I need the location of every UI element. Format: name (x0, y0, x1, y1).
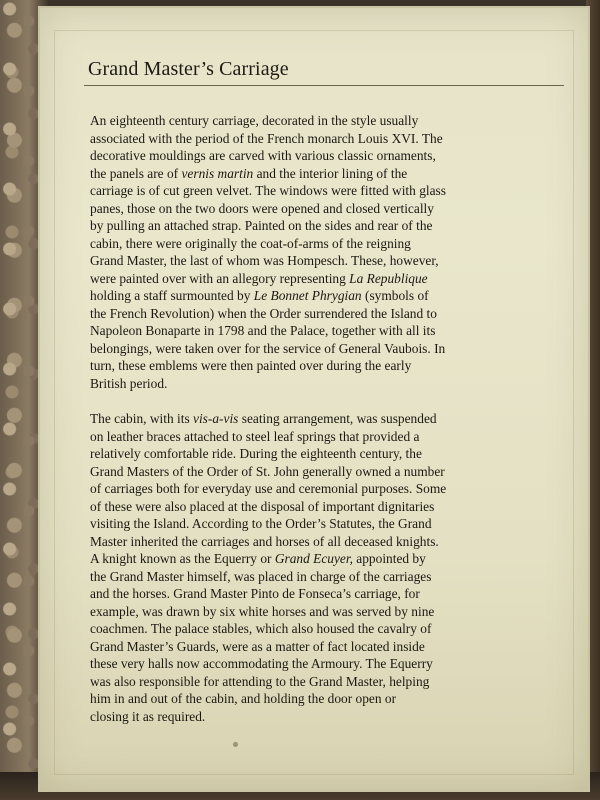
text-line (90, 515, 570, 533)
text-segment: An eighteenth century carriage, decorated in the style usually (90, 113, 419, 128)
text-line (90, 130, 570, 148)
text-line (90, 550, 570, 568)
text-line (90, 445, 570, 463)
text-segment: (symbols of (361, 288, 429, 303)
text-line (90, 270, 570, 288)
text-line (90, 603, 570, 621)
text-segment: panes, those on the two doors were opened and closed vertically (90, 200, 434, 216)
text-segment: visiting the Island. According to the Order’s Statutes, the Grand (90, 516, 432, 531)
paragraph (90, 112, 570, 392)
text-segment: Grand Master’s Guards, were as a matter of fact located inside (90, 638, 425, 654)
text-line (90, 428, 570, 446)
title-underline (84, 85, 564, 86)
text-line (90, 673, 570, 691)
text-line (90, 655, 570, 673)
text-segment: was also responsible for attending to the Grand Master, helping (90, 673, 430, 689)
text-segment: and the interior lining of the (253, 165, 408, 181)
text-segment: associated with the period of the French monarch Louis XVI. The (90, 130, 443, 146)
text-line (90, 708, 570, 726)
text-segment: holding a staff surmounted by (90, 288, 254, 303)
text-line (90, 112, 570, 130)
text-segment: of carriages both for everyday use and ceremonial purposes. Some (90, 481, 447, 496)
text-line (90, 410, 570, 428)
text-segment: appointed by (352, 551, 426, 566)
text-line (90, 533, 570, 551)
text-line (90, 305, 570, 323)
text-line (90, 620, 570, 638)
text-segment: Grand Master, the last of whom was Hompesch. These, however, (90, 253, 439, 268)
text-segment: were painted over with an allegory representing (90, 270, 350, 286)
text-line (90, 357, 570, 375)
text-segment: example, was drawn by six white horses and was served by nine (90, 603, 435, 619)
text-segment: and the horses. Grand Master Pinto de Fonseca’s carriage, for (90, 586, 420, 601)
text-segment: closing it as required. (90, 708, 206, 724)
text-line (90, 217, 570, 235)
text-segment: Grand Masters of the Order of St. John generally owned a number (90, 463, 445, 479)
text-line (90, 568, 570, 586)
text-line (90, 165, 570, 183)
text-line (90, 375, 570, 393)
italic-term: vis-a-vis (193, 411, 239, 426)
text-segment: coachmen. The palace stables, which also housed the cavalry of (90, 621, 432, 636)
text-line (90, 235, 570, 253)
text-segment: carriage is of cut green velvet. The windows were fitted with glass (90, 183, 446, 198)
text-line (90, 340, 570, 358)
text-segment: turn, these emblems were then painted over during the early (90, 358, 412, 373)
wall-edge (586, 0, 600, 800)
text-segment: Napoleon Bonaparte in 1798 and the Palace, together with all its (90, 323, 436, 338)
text-segment: A knight known as the Equerry or (90, 551, 275, 566)
text-segment: Master inherited the carriages and horses of all deceased knights. (90, 533, 439, 549)
text-segment: decorative mouldings are carved with various classic ornaments, (90, 148, 436, 163)
text-segment: the panels are of (90, 165, 182, 181)
text-segment: these very halls now accommodating the Armoury. The Equerry (90, 656, 433, 671)
text-segment: cabin, there were originally the coat-of-arms of the reigning (90, 235, 411, 251)
text-segment: seating arrangement, was suspended (238, 411, 437, 426)
text-line (90, 498, 570, 516)
text-segment: relatively comfortable ride. During the eighteenth century, the (90, 446, 422, 461)
text-segment: him in and out of the cabin, and holding the door open or (90, 691, 397, 706)
text-line (90, 322, 570, 340)
paragraph (90, 410, 570, 725)
text-segment: belongings, were taken over for the service of General Vaubois. In (90, 340, 446, 356)
text-line (90, 287, 570, 305)
text-line (90, 182, 570, 200)
text-segment: the Grand Master himself, was placed in charge of the carriages (90, 568, 432, 584)
text-line (90, 480, 570, 498)
italic-term: vernis martin (181, 165, 254, 181)
plaque-body (90, 112, 570, 743)
text-segment: on leather braces attached to steel leaf springs that provided a (90, 428, 420, 444)
text-line (90, 690, 570, 708)
text-line (90, 147, 570, 165)
text-segment: of these were also placed at the disposal of important dignitaries (90, 498, 435, 514)
text-line (90, 252, 570, 270)
plaque-title: Grand Master’s Carriage (88, 58, 289, 80)
text-line (90, 463, 570, 481)
italic-term: Le Bonnet Phrygian (253, 288, 362, 303)
text-line (90, 638, 570, 656)
text-segment: the French Revolution) when the Order surrendered the Island to (90, 305, 437, 321)
mounting-screw (233, 742, 238, 747)
text-line (90, 200, 570, 218)
text-segment: British period. (90, 375, 168, 391)
text-segment: The cabin, with its (90, 411, 194, 426)
text-line (90, 585, 570, 603)
text-segment: by pulling an attached strap. Painted on the sides and rear of the (90, 218, 433, 233)
italic-term: La Republique (349, 270, 428, 286)
italic-term: Grand Ecuyer, (274, 551, 353, 566)
